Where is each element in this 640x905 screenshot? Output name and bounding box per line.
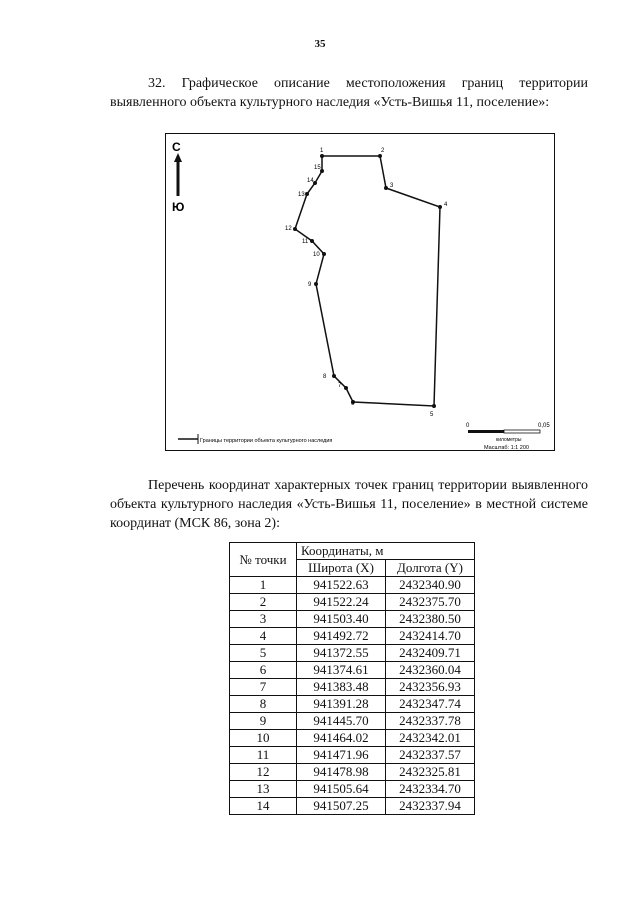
point-label: 3 — [390, 183, 394, 189]
boundary-point — [305, 192, 309, 196]
header-latitude: Широта (X) — [297, 560, 386, 577]
point-label: 5 — [430, 412, 434, 418]
cell-longitude: 2432414.70 — [386, 628, 475, 645]
cell-latitude: 941503.40 — [297, 611, 386, 628]
table-row — [230, 645, 475, 662]
point-label: 7 — [338, 383, 342, 389]
cell-point-number: 7 — [230, 679, 297, 696]
cell-latitude: 941522.24 — [297, 594, 386, 611]
cell-longitude: 2432380.50 — [386, 611, 475, 628]
point-label: 1 — [320, 148, 324, 154]
scale-zero: 0 — [466, 423, 470, 429]
map-canvas — [166, 134, 556, 452]
boundary-point — [438, 205, 442, 209]
section-heading: 32. Графическое описание местоположения границ территории выявленного объекта культурного наследия «Усть-Вишья 11, поселение»: — [110, 76, 588, 110]
point-label: 9 — [308, 282, 312, 288]
cell-point-number: 1 — [230, 577, 297, 594]
table-row — [230, 611, 475, 628]
point-label: 2 — [381, 148, 385, 154]
table-row — [230, 628, 475, 645]
boundary-map — [165, 133, 555, 451]
cell-point-number: 14 — [230, 798, 297, 815]
table-row — [230, 747, 475, 764]
north-label: С — [172, 140, 181, 154]
cell-point-number: 12 — [230, 764, 297, 781]
cell-latitude: 941507.25 — [297, 798, 386, 815]
cell-latitude: 941492.72 — [297, 628, 386, 645]
boundary-point — [322, 252, 326, 256]
point-label: 11 — [302, 239, 309, 245]
page-number: 35 — [314, 38, 326, 50]
cell-point-number: 10 — [230, 730, 297, 747]
cell-longitude: 2432360.04 — [386, 662, 475, 679]
boundary-point — [344, 386, 348, 390]
coordinates-intro: Перечень координат характерных точек границ территории выявленного объекта культурного наследия «Усть-Вишья 11, поселение» в местной системе координат (МСК 86, зона 2): — [110, 478, 588, 531]
cell-longitude: 2432375.70 — [386, 594, 475, 611]
header-longitude: Долгота (Y) — [386, 560, 475, 577]
cell-longitude: 2432342.01 — [386, 730, 475, 747]
cell-longitude: 2432356.93 — [386, 679, 475, 696]
point-label: 12 — [285, 226, 292, 232]
point-label: 15 — [314, 165, 321, 171]
table-row — [230, 713, 475, 730]
point-label: 8 — [323, 374, 327, 380]
cell-longitude: 2432409.71 — [386, 645, 475, 662]
cell-longitude: 2432337.57 — [386, 747, 475, 764]
cell-latitude: 941505.64 — [297, 781, 386, 798]
cell-point-number: 5 — [230, 645, 297, 662]
cell-point-number: 4 — [230, 628, 297, 645]
table-row — [230, 781, 475, 798]
south-label: Ю — [172, 200, 185, 214]
point-label: 6 — [351, 401, 355, 407]
cell-latitude: 941478.98 — [297, 764, 386, 781]
table-row — [230, 577, 475, 594]
header-point-number: № точки — [230, 543, 297, 577]
table-row — [230, 679, 475, 696]
boundary-point — [432, 404, 436, 408]
legend-text: Границы территории объекта культурного наследия — [200, 438, 333, 444]
cell-latitude: 941464.02 — [297, 730, 386, 747]
point-label: 13 — [298, 192, 305, 198]
cell-point-number: 9 — [230, 713, 297, 730]
cell-point-number: 6 — [230, 662, 297, 679]
scale-text: Масштаб: 1:1 200 — [484, 445, 529, 451]
boundary-point — [314, 282, 318, 286]
table-row — [230, 764, 475, 781]
cell-point-number: 8 — [230, 696, 297, 713]
boundary-point — [384, 186, 388, 190]
cell-point-number: 11 — [230, 747, 297, 764]
cell-point-number: 2 — [230, 594, 297, 611]
boundary-point — [310, 239, 314, 243]
table-row — [230, 594, 475, 611]
scale-bar-black — [468, 430, 504, 433]
table-row — [230, 798, 475, 815]
cell-longitude: 2432340.90 — [386, 577, 475, 594]
scale-unit: километры — [496, 437, 522, 443]
cell-point-number: 3 — [230, 611, 297, 628]
cell-longitude: 2432325.81 — [386, 764, 475, 781]
boundary-point — [378, 154, 382, 158]
cell-longitude: 2432337.94 — [386, 798, 475, 815]
cell-longitude: 2432347.74 — [386, 696, 475, 713]
header-coordinates: Координаты, м — [297, 543, 475, 560]
cell-longitude: 2432334.70 — [386, 781, 475, 798]
cell-longitude: 2432337.78 — [386, 713, 475, 730]
cell-latitude: 941522.63 — [297, 577, 386, 594]
cell-latitude: 941372.55 — [297, 645, 386, 662]
scale-bar-white — [504, 430, 540, 433]
boundary-point — [320, 154, 324, 158]
table-row — [230, 730, 475, 747]
cell-latitude: 941374.61 — [297, 662, 386, 679]
cell-latitude: 941383.48 — [297, 679, 386, 696]
scale-max: 0,05 — [538, 423, 550, 429]
cell-latitude: 941471.96 — [297, 747, 386, 764]
cell-latitude: 941391.28 — [297, 696, 386, 713]
north-arrow-icon — [174, 153, 182, 162]
table-row — [230, 696, 475, 713]
cell-point-number: 13 — [230, 781, 297, 798]
boundary-point — [293, 227, 297, 231]
point-label: 14 — [307, 178, 314, 184]
table-row — [230, 662, 475, 679]
point-label: 4 — [444, 202, 448, 208]
coordinates-table — [229, 542, 475, 815]
cell-latitude: 941445.70 — [297, 713, 386, 730]
point-label: 10 — [313, 252, 320, 258]
boundary-point — [332, 374, 336, 378]
boundary-line — [295, 156, 440, 406]
